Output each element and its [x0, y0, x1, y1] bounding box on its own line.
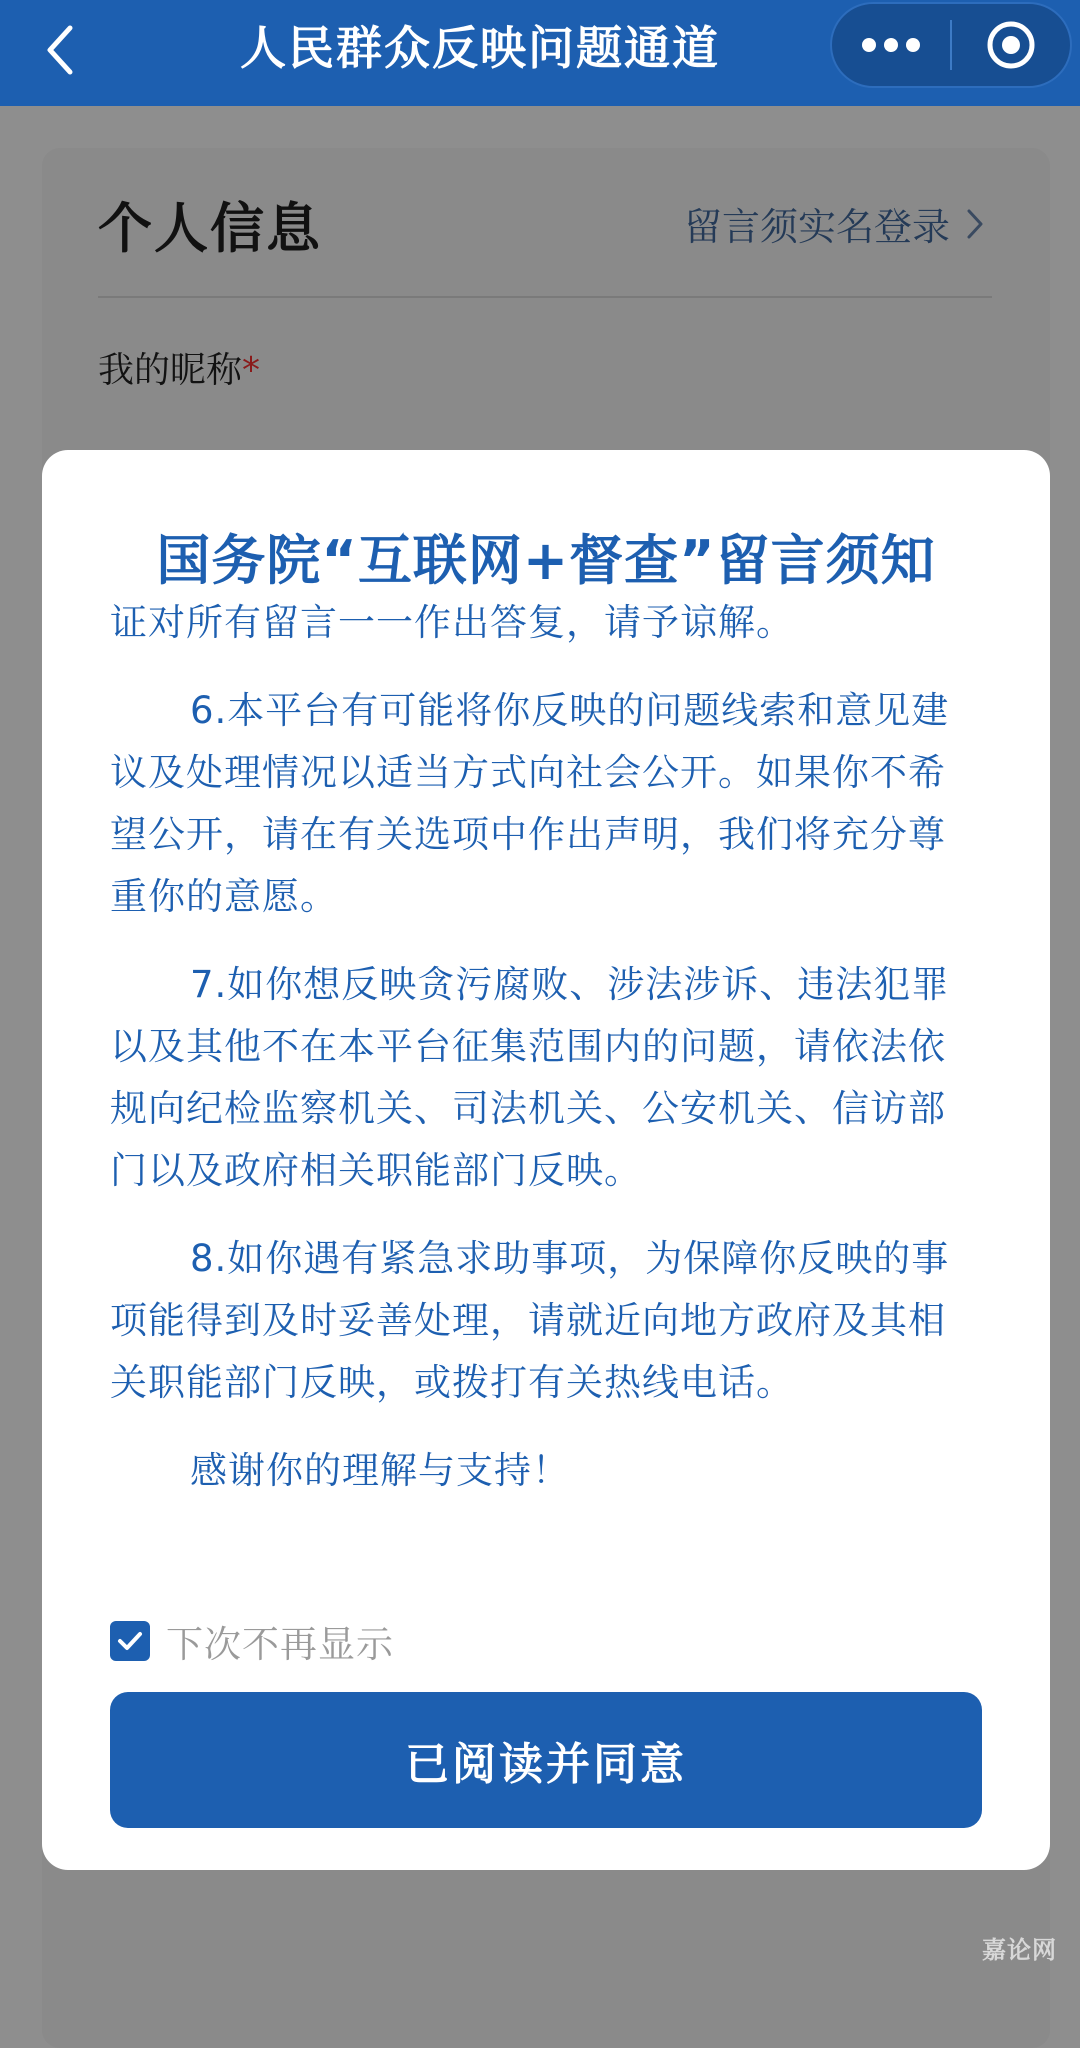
dont-show-checkbox[interactable]: [110, 1621, 150, 1661]
section-title: 个人信息: [98, 197, 322, 260]
page-title: 人民群众反映问题通道: [240, 21, 720, 75]
more-button[interactable]: [832, 4, 950, 86]
modal-title: 国务院“互联网+督查”留言须知: [156, 529, 936, 592]
more-dots-icon: [861, 37, 921, 53]
top-nav-bar: [0, 0, 1080, 106]
thanks-paragraph: 感谢你的理解与支持！: [190, 1449, 570, 1492]
checkmark-icon: [116, 1630, 144, 1652]
real-name-login-link[interactable]: [684, 196, 984, 251]
required-mark: *: [242, 350, 261, 391]
back-button[interactable]: [32, 14, 88, 86]
dont-show-label: 下次不再显示: [166, 1623, 394, 1666]
notice-paragraph: 8.如你遇有紧急求助事项，为保障你反映的事项能得到及时妥善处理，请就近向地方政府及其相关职能部门反映，或拨打有关热线电话。: [110, 1237, 950, 1404]
target-circle-icon: [985, 19, 1037, 71]
watermark-text: 嘉论网: [982, 1936, 1057, 1964]
notice-content: [110, 592, 982, 1592]
nickname-label-text: 我的昵称: [98, 350, 243, 391]
close-program-button[interactable]: [952, 4, 1070, 86]
divider: [98, 296, 992, 298]
notice-paragraph: 6.本平台有可能将你反映的问题线索和意见建议及处理情况以适当方式向社会公开。如果你不希望公开，请在有关选项中作出声明，我们将充分尊重你的意愿。: [110, 689, 950, 918]
chevron-left-icon: [42, 24, 78, 76]
notice-modal: [42, 450, 1050, 1870]
notice-paragraph: 证对所有留言一一作出答复，请予谅解。: [110, 601, 794, 644]
dont-show-again-option[interactable]: [110, 1615, 394, 1667]
agree-button[interactable]: 已阅读并同意: [110, 1692, 982, 1828]
mini-program-capsule: [830, 2, 1072, 88]
login-link-label: 留言须实名登录: [684, 205, 951, 249]
nickname-label: [98, 342, 260, 393]
notice-paragraph: 7.如你想反映贪污腐败、涉法涉诉、违法犯罪以及其他不在本平台征集范围内的问题，请依法依规向纪检监察机关、司法机关、公安机关、信访部门以及政府相关职能部门反映。: [110, 963, 950, 1192]
chevron-right-icon: [966, 208, 984, 240]
watermark-logo: [982, 1930, 1066, 1976]
